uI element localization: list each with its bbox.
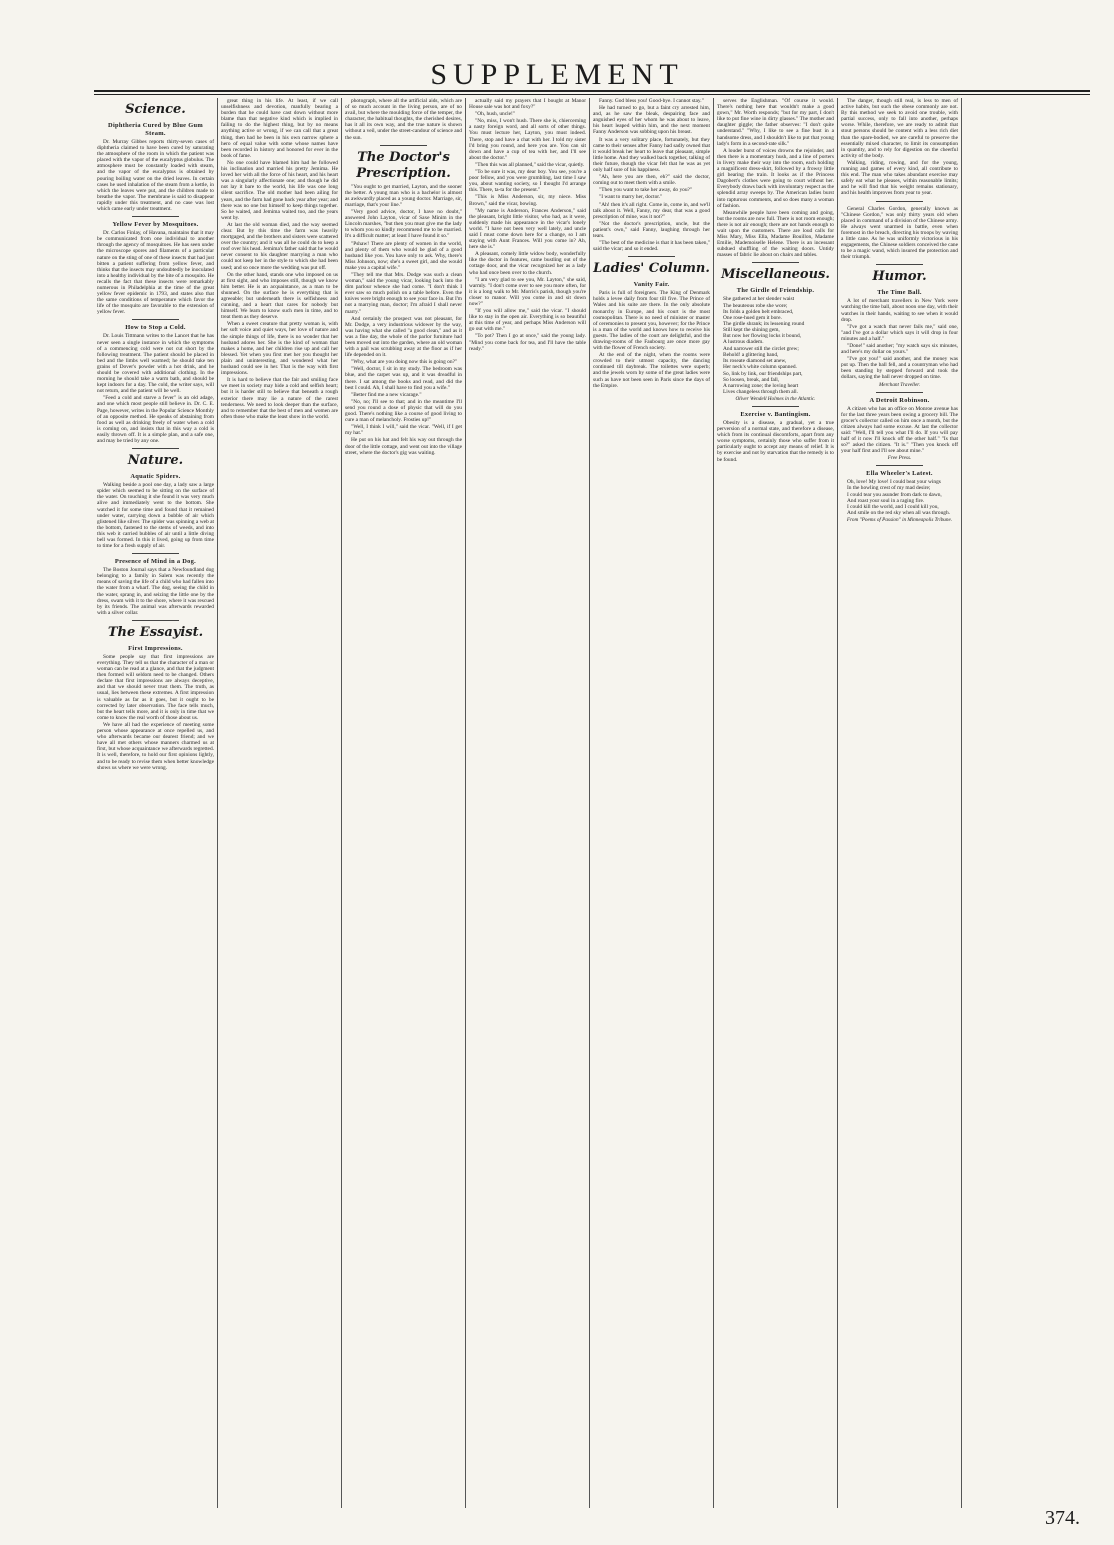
article-paragraph: "No, no; I'll see to that; and in the meantime I'll send you round a dose of physic that will do you good. There's nothing like a course of good living to cure a man of melancholy. Frosties up!" — [345, 398, 462, 424]
article-paragraph: A pleasant, comely little widow body, wonderfully like the doctor in features, came bustling out of the cottage door, and the vicar recognized her as a lady who had once been over to the church. — [469, 251, 586, 276]
article-separator — [876, 465, 923, 466]
article-paragraph: "Feed a cold and starve a fever" is an old adage, and one which most people still believe in. Dr. C. E. Page, however, writes in the Popular Science Monthly of an opposite method. He speaks of abstaining from food as well as drinking freely of water when a cold is coming on, and insists that in this way a cold is easily thrown off. It is a simple plan, and a safe one, and may be tried by any one. — [97, 395, 215, 445]
article-paragraph: "Better find me a new vicarage." — [351, 391, 422, 398]
article-paragraph: "Then this was all planned," said the vicar, quietly. — [475, 161, 585, 168]
article-paragraph: Obesity is a disease, a gradual, yet a true perversion of a normal state, and therefore a disease, which from its continual discomforts, apart from any worse symptoms, certainly those who suffer from it particularly ought to accept any means of relief. It is by exercise and not by starvation that the remedy is to be found. — [717, 419, 834, 463]
article-paragraph: The Boston Journal says that a Newfoundland dog belonging to a family in Salem was recently the means of saving the life of a child who had fallen into the water from a wharf. The dog, seeing the child in the water, sprang in, and seizing the little one by the dress, swam with it to the shore, where it was rescued by its friends. The animal was afterwards rewarded with a silver collar. — [97, 567, 214, 616]
article-paragraph: "If you will allow me," said the vicar. "I should like to stay in the open air. Everything is so beautiful at this time of year, and perhaps Miss Anderson will go out with me." — [469, 308, 586, 333]
column-6 — [714, 98, 838, 1508]
article-paragraph: A louder burst of voices drowns the rejoinder, and then there is a momentary hush, and a line of porters in livery make their way into the room, each holding a magnificent dress-skirt, followed by a frowsy little girl bearing the train. It looks as if the Princess Dagobert's clothes were going to court without her. Everybody draws back with involuntary respect as the splendid array sweeps by. The American ladies burst into rapturous comments, and so does many a woman of fashion. — [717, 147, 834, 209]
masthead: SUPPLEMENT — [430, 58, 684, 91]
article-paragraph: "Ah, here you are then, eh?" said the doctor, coming out to meet them with a smile. — [593, 174, 710, 187]
article-separator — [876, 201, 923, 202]
article-paragraph: Dr. Murray Gibbes reports thirty-seven cases of diphtheria claimed to have been cured by saturating the atmosphere of the room in which the patient was placed with the vapor of the eucalyptus globulus. The atmosphere must be constantly loaded with steam, and the vapor of the eucalyptus is obtained by pouring boiling water on the dried leaves. In certain cases he used inhalation of the steam from a kettle, in which the leaves were put, and the children made to breathe the vapor. The membrane is said to disappear rapidly under this treatment, and no case was lost which came early under treatment. — [97, 139, 214, 213]
article-paragraph: great thing in his life. At least, if we call unselfishness and devotion, manfully bearing a burden that he could have cast down without more blame than that negative kind which is implied in failing to do the highest thing, but by no means anything active or wrong, if we can call that a great thing, then had he been in his own narrow sphere a hero of equal value with some whose names have been recorded in history and honored for ever in the book of fame. — [221, 98, 338, 159]
article-paragraph: "I've got you!" said another, and the money was put up. Then the ball fell, and a countryman who had been standing by stepped forward and took the dollars, saying the ball never dropped on time. — [841, 356, 958, 381]
article-title: Aquatic Spiders. — [130, 473, 181, 481]
section-heading: Ladies' Column. — [593, 261, 710, 277]
section-heading: Science. — [125, 102, 186, 117]
column-1 — [94, 98, 218, 1508]
article-paragraph: "To be sure it was, my dear boy. You see, you're a poor fellow, and you were grumbling, last time I saw you, about wanting society, so I thought I'd arrange this. There, ta-ta for the present." — [469, 169, 586, 194]
article-paragraph: "My name is Anderson, Frances Anderson," said the pleasant, bright little visitor, who had, as it were, suddenly made his appearance in the vicar's lonely world. "I have not been very well lately, and uncle said I must come down here for a change, so I am staying with Aunt Frances. Will you come in? Ah, here she is." — [469, 207, 586, 251]
poem-stanza: And narrower still the circlet grew; Behold! a glittering band, Its roseate diamond set anew, Her neck's white column spanned. So, link by link, our friendships part, So loosen, break, and fall, A narrowing zone; the loving heart Lives changeless through them all. — [723, 346, 803, 395]
article-separator — [132, 216, 179, 217]
article-separator — [380, 145, 427, 146]
article-paragraph: "Pshaw! There are plenty of women in the world, and plenty of them who would be glad of a good husband like you. You have only to ask. Why, there's Miss Johnson, now; she's a sweet girl, and she would make you a capital wife." — [345, 240, 462, 271]
article-paragraph: "No, miss, I won't hush. There she is, chiercerning a nasty foreign word, and all sorts of other things. You must lecture her, Layton, you must indeed. There, stop and have a chat with her. I told my sister I'd bring you round, and here you are. You can sit down and have a cup of tea with her, and I'll see about the doctor." — [469, 118, 586, 161]
article-separator — [876, 392, 923, 393]
article-paragraph: "Very good advice, doctor, I have no doubt," answered John Layton, vicar of Saxe Minim in the Lincoln marshes, "but then you must give me the lady to whom you so kindly recommend me to be married. It's a difficult matter; at least I have found it so." — [345, 209, 462, 240]
article-paragraph: And certainly the prospect was not pleasant, for Mr. Dodge, a very industrious widower by the way, was having what she called "a good clean," and as it was a fine day, the whole of the parlor furniture had been moved out into the garden, where an old woman with a pail was scrubbing away at the floor as if her life depended on it. — [345, 315, 462, 359]
columns-container — [94, 98, 1090, 1508]
article-paragraph: "Then you want to take her away, do you?" — [599, 187, 693, 194]
article-separator — [132, 448, 179, 449]
column-2 — [218, 98, 342, 1508]
article-paragraph: General Charles Gordon, generally known as "Chinese Gordon," was only thirty years old when placed in command of a division of the Chinese army. He always went unarmed in battle, even when foremost in the breach, directing his troops by waving a little cane. As he was uniformly victorious in his engagements, the Chinese soldiers conceived the cane to be a magic wand, which insured the protection and their triumph. — [841, 205, 958, 261]
article-paragraph: At the end of the night, when the rooms were crowded to their utmost capacity, the dancing continued till daybreak. The toilettes were superb; and the jewels worn by some of the great ladies were such as have not been seen in Paris since the days of the Empire. — [593, 352, 710, 389]
article-paragraph: It is hard to believe that the fair and smiling face we meet in society may hide a cold and selfish heart; but it is harder still to believe that beneath a rough exterior there may lie a nature of the rarest tenderness. We need to look deeper than the surface, and to remember that the best of men and women are often those who make the least show in the world. — [221, 377, 338, 420]
article-paragraph: "Not the doctor's prescription, uncle, but the patient's own," said Fanny, laughing through her tears. — [593, 220, 710, 239]
article-separator — [752, 262, 799, 263]
article-separator — [132, 319, 179, 320]
article-title: The Time Ball. — [877, 289, 922, 297]
article-paragraph: It was a very solitary place, fortunately, but they came to their senses after Fanny had sadly owned that it would break her heart to leave that pleasant, simple little home. And they walked back together, talking of their future, though the vicar felt that he was as yet only half sure of his happiness. — [593, 136, 710, 174]
article-paragraph: A lot of merchant travellers in New York were watching the time ball, about noon one day, with their watches in their hands, waiting to see when it would drop. — [841, 298, 958, 323]
article-title: The Girdle of Friendship. — [736, 287, 815, 295]
article-paragraph: We have all had the experience of meeting some person whose appearance at once repelled us, and who afterwards became our dearest friend; and we have all met others whose manners charmed us at first, but whose acquaintance we afterwards regretted. It is well, therefore, to hold our first opinions lightly, and to be ready to revise them when better knowledge shows us where we were wrong. — [97, 721, 214, 771]
article-byline: From "Poems of Passion" in Minneapolis Tribune. — [846, 516, 953, 523]
article-separator — [132, 620, 179, 621]
article-paragraph: "I am very glad to see you, Mr. Layton," she said, warmly. "I don't come over to see you more often, for it is a long walk to Mr. Morris's parish, though you're closer to manor. Will you come in and sit down now?" — [469, 276, 586, 307]
article-paragraph: serves the Englishman. "Of course it would. There's nothing here that wouldn't make a good gown," Mr. Worth responds; "but for my part, I don't like to put fine wine in dirty glasses." The mother and daughter giggle; the father observes: "I don't quite understand." "Why, I like to see a fine bust in a handsome dress, and I shouldn't like to put that young lady's form in a second-rate silk." — [717, 98, 834, 147]
page-number: 374. — [1045, 1507, 1080, 1529]
article-byline: Oliver Wendell Holmes in the Atlantic. — [735, 395, 816, 402]
article-paragraph: Dr. Carlos Finlay, of Havana, maintains that it may be communicated from one individual to another through the agency of mosquitoes. He has seen under the microscope spores and filaments of a particular nature on the sting of one of these insects that had just bitten a patient suffering from yellow fever, and thinks that the insects may undoubtedly be inoculated into a healthy individual by the bite of a mosquito. He recalls the fact that these insects were remarkably numerous in Philadelphia at the time of the great yellow fever epidemic in 1793, and states also that the same conditions of temperature which favor the life of the mosquito are favorable to the extension of yellow fever. — [97, 230, 214, 316]
masthead-rule — [94, 90, 1090, 92]
article-paragraph: Fanny. God bless you! Good-bye. I cannot stay." — [599, 98, 704, 104]
article-paragraph: On the other hand, stands one who imposed on us at first sight, and who imposes still, though we know him better. He is an acquaintance, as a man to be shunned. On the surface he is everything that is agreeable; but underneath there is selfishness and cunning, and a heart that cares for nobody but himself. We learn to know such men in time, and to treat them as they deserve. — [221, 271, 338, 321]
article-paragraph: photograph, where all the artificial aids, which are of so much account in the living person, are of no avail, but where the moulding force of the temper, the character, the habitual thoughts, the cherished desires, has it all its own way, and the true nature is shown without a veil, under the street-candour of science and the sun. — [345, 98, 462, 141]
article-title: Diphtheria Cured by Blue Gum Steam. — [108, 122, 203, 137]
article-byline: Merchant Traveller. — [878, 381, 920, 388]
article-paragraph: "Done!" said another; "my watch says six minutes, and here's my dollar on yours." — [841, 343, 958, 356]
column-7 — [838, 98, 962, 1508]
section-heading: The Essayist. — [107, 624, 204, 640]
article-paragraph: At last the old woman died, and the way seemed clear. But by this time the farm was heavily mortgaged, and the brothers and sisters were scattered over the country; and it was all he could do to keep a roof over his head. Jemima's father said that he would never consent to his daughter marrying a man who could not keep her in the style to which she had been used; and so once more the wedding was put off. — [221, 221, 338, 271]
article-paragraph: Some people say that first impressions are everything. They tell us that the character of a man or woman can be read at a glance, and that the judgment then formed will seldom need to be changed. Others declare that first impressions are always deceptive, and that we should never trust them. The truth, as usual, lies between these extremes. A first impression is valuable as far as it goes, but it ought to be corrected by later observation. The face tells much, but the heart tells more, and it is only in time that we come to know the real worth of those about us. — [97, 653, 214, 721]
column-3 — [342, 98, 466, 1508]
article-title: First Impressions. — [128, 644, 183, 652]
article-separator — [876, 264, 923, 265]
article-paragraph: He put on his hat and felt his way out through the door of the little cottage, and went out into the village street, where the doctor's gig was waiting. — [345, 437, 462, 456]
article-separator — [628, 256, 675, 257]
article-paragraph: "I want to marry her, doctor." — [599, 194, 663, 201]
section-heading: Miscellaneous. — [721, 267, 830, 283]
article-paragraph: The danger, though still real, is less to men of active habits, but such the obese commonly are not. By this method we seek to avoid one trouble, with partial success, only to fall into another, perhaps worse. While, therefore, we are ready to admit that stout persons should be content with a less rich diet than the spare-bodied, we are careful to preserve the essentially mixed character, to limit its consumption in quantity, and to rely for digestion on the cheerful activity of the body. — [841, 98, 958, 159]
poem-stanza: She gathered at her slender waist The beauteous robe she wore; Its folds a golden belt embraced, One rose-hued gem it bore. The girdle shrank; its lessening round Still kept the shining gem, But now her flowing locks it bound, A lustrous diadem. — [723, 296, 805, 346]
article-title: Exercise v. Bantingism. — [740, 410, 811, 418]
article-paragraph: "Oh, hush, uncle!" — [475, 111, 516, 118]
article-title: Ella Wheeler's Latest. — [866, 470, 933, 478]
masthead-rule-thin — [94, 94, 1090, 95]
article-paragraph: "I've got a watch that never fails me," said one, "and I've got a dollar which says it will drop in four minutes and a half." — [841, 323, 958, 342]
article-paragraph: A citizen who has an office on Monroe avenue has for the last three years been owing a grocery bill. The grocer's collector called on him once a month, but the citizen always had some excuse. At last the collector said: "Well, I'll tell you what I'll do. If you will pay half of it now I'll knock off the other half." "Is that so?" asked the citizen. "It is." "Then you knock off your half first and I'll see about mine." — [841, 405, 958, 455]
poem-stanza: Oh, love! My love! I could beat your wings In the howling crest of my mad desire; I could tear you asunder from dark to dawn, And roast your soul in a raging fire. I could kill the world, and I could kill you, And smile on the red sky when all was through. — [847, 479, 951, 516]
section-heading: Nature. — [127, 453, 184, 469]
article-paragraph: "To pot? Then I go at once," said the young lady. "Mind you come back for tea, and I'll have the table ready." — [469, 333, 586, 352]
article-paragraph: Walking beside a pool one day, a lady saw a large spider which seemed to be sitting on the surface of the water. On touching it she found it was very much alive and immediately went to the bottom. She watched it for some time and found that it remained under water, carrying down a bubble of air which glistened like silver. The spider was spinning a web at the bottom, fastened to the stems of weeds, and into this web it carried bubbles of air until a little diving bell was formed. In this it lived, going up from time to time for a fresh supply of air. — [97, 482, 214, 550]
article-paragraph: No one could have blamed him had he followed his inclination and married his pretty Jemima. He loved her with all the force of his heart, and his heart was a singularly affectionate one; and though he did not lay it bare to the world, his life was one long silent sacrifice. The old mother had been ailing for years, and the farm had gone back year after year; and there was no one but himself to keep things together. So he waited, and Jemima waited too, and the years went by. — [221, 159, 338, 221]
article-byline: Free Press. — [887, 455, 912, 462]
article-separator — [132, 553, 179, 554]
article-paragraph: He had turned to go, but a faint cry arrested him, and, as he saw the bleak, despairing face and anguished eyes of her whom he was about to leave, his heart leaped within him, and the next moment Fanny Anderson was sobbing upon his breast. — [593, 105, 710, 136]
article-title: How to Stop a Cold. — [125, 324, 186, 332]
article-title: A Detroit Robinson. — [869, 396, 930, 404]
column-5 — [590, 98, 714, 1508]
article-title: Yellow Fever by Mosquitoes. — [112, 221, 199, 229]
article-paragraph: "This is Miss Anderson, sir, my niece. Miss Brown," said the vicar, bowing. — [469, 194, 586, 207]
article-title: Vanity Fair. — [633, 281, 670, 289]
article-paragraph: "The best of the medicine is that it has been taken," said the vicar; and so it ended. — [593, 240, 710, 253]
article-paragraph: "They tell me that Mrs. Dodge was such a clean woman," said the young vicar, looking back into the dim parlour whence she had come. "I don't think I ever saw so much polish on a table before. Even the knives were bright enough to see your face in. But I'm not a marrying man, doctor; I'm afraid I shall never marry." — [345, 271, 462, 315]
article-paragraph: Paris is full of foreigners. The King of Denmark holds a levee daily from four till five. The Prince of Wales and his suite are there. In the only absolute monarchy in Europe, and his court is the most cosmopolitan. There is no need of minister or master of ceremonies to present you, however; for the Prince is a man of the world and knows how to receive his guests. The ladies of the court are delightful, and the drawing-rooms of the Faubourg are once more gay with the flower of French society. — [593, 290, 710, 352]
article-separator — [752, 406, 799, 407]
article-paragraph: "Why, what are you doing now this is going on?" — [351, 359, 458, 366]
article-paragraph: "Well, I think I will," said the vicar. "Well, if I get my hat." — [345, 424, 462, 437]
article-title: Presence of Mind in a Dog. — [114, 558, 197, 566]
section-heading: Humor. — [872, 269, 927, 285]
article-paragraph: Dr. Louis Tittmann writes to the Lancet that he has never seen a single instance in which the symptoms of a commencing cold were not cut short by the following treatment. The patient should be placed in bed and the limbs well warmed; he should take ten grains of Dover's powder with a hot drink, and he should be covered with additional clothing. In the morning he should take a warm bath, and should be kept indoors for a day. The cold, the writer says, will not return, and the patient will be well. — [97, 333, 214, 395]
article-paragraph: "You ought to get married, Layton, and the sooner the better. A young man who is a bachelor is almost as awkwardly placed as a young doctor. Marriage, sir, marriage, that's your line." — [345, 183, 462, 208]
article-paragraph: Walking, riding, rowing, and for the young, running and games of every kind, all contribute to this end. The man who takes abundant exercise may safely eat what he pleases, within reasonable limits; and he will find that his weight remains stationary, and his health improves from year to year. — [841, 159, 958, 197]
article-paragraph: actually said my prayers that I bought at Manor House sale was hot and foxy?" — [469, 98, 586, 111]
article-paragraph: "Well, doctor, I sit in my study. The bedroom was blue, and the carpet was up, and it was dreadful in there. I sat among the books and read, and did the best I could. Ah, I shall have to find you a wife." — [345, 366, 462, 391]
section-heading: The Doctor's Prescription. — [356, 149, 451, 181]
article-paragraph: When a sweet creature that pretty woman is, with her soft voice and quiet ways, her love of nature and the simple things of life, there is no wonder that her husband adores her. She is the kind of woman that makes a home, and her children rise up and call her blessed. Yet when you first met her you thought her plain and uninteresting, and wondered what her husband could see in her. That is the way with first impressions. — [221, 321, 338, 377]
column-4 — [466, 98, 590, 1508]
article-paragraph: "Ah! then it's all right. Come in, come in, and we'll talk about it. Well, Fanny, my dear, that was a good prescription of mine, was it not?" — [593, 201, 710, 220]
article-paragraph: Meanwhile people have been coming and going, but the rooms are now full. There is not room enough; there is not air enough; there are not hands enough to wait upon the customers. There are loud calls for Miss Mary, Miss Ella, Madame Bouillon, Madame Emilie, Mademoiselle Helene. There is an incessant subdued shuffling of the waiting doors. Untidy masses of fabric lie about on chairs and tables. — [717, 209, 834, 259]
column-8 — [962, 98, 1086, 1508]
